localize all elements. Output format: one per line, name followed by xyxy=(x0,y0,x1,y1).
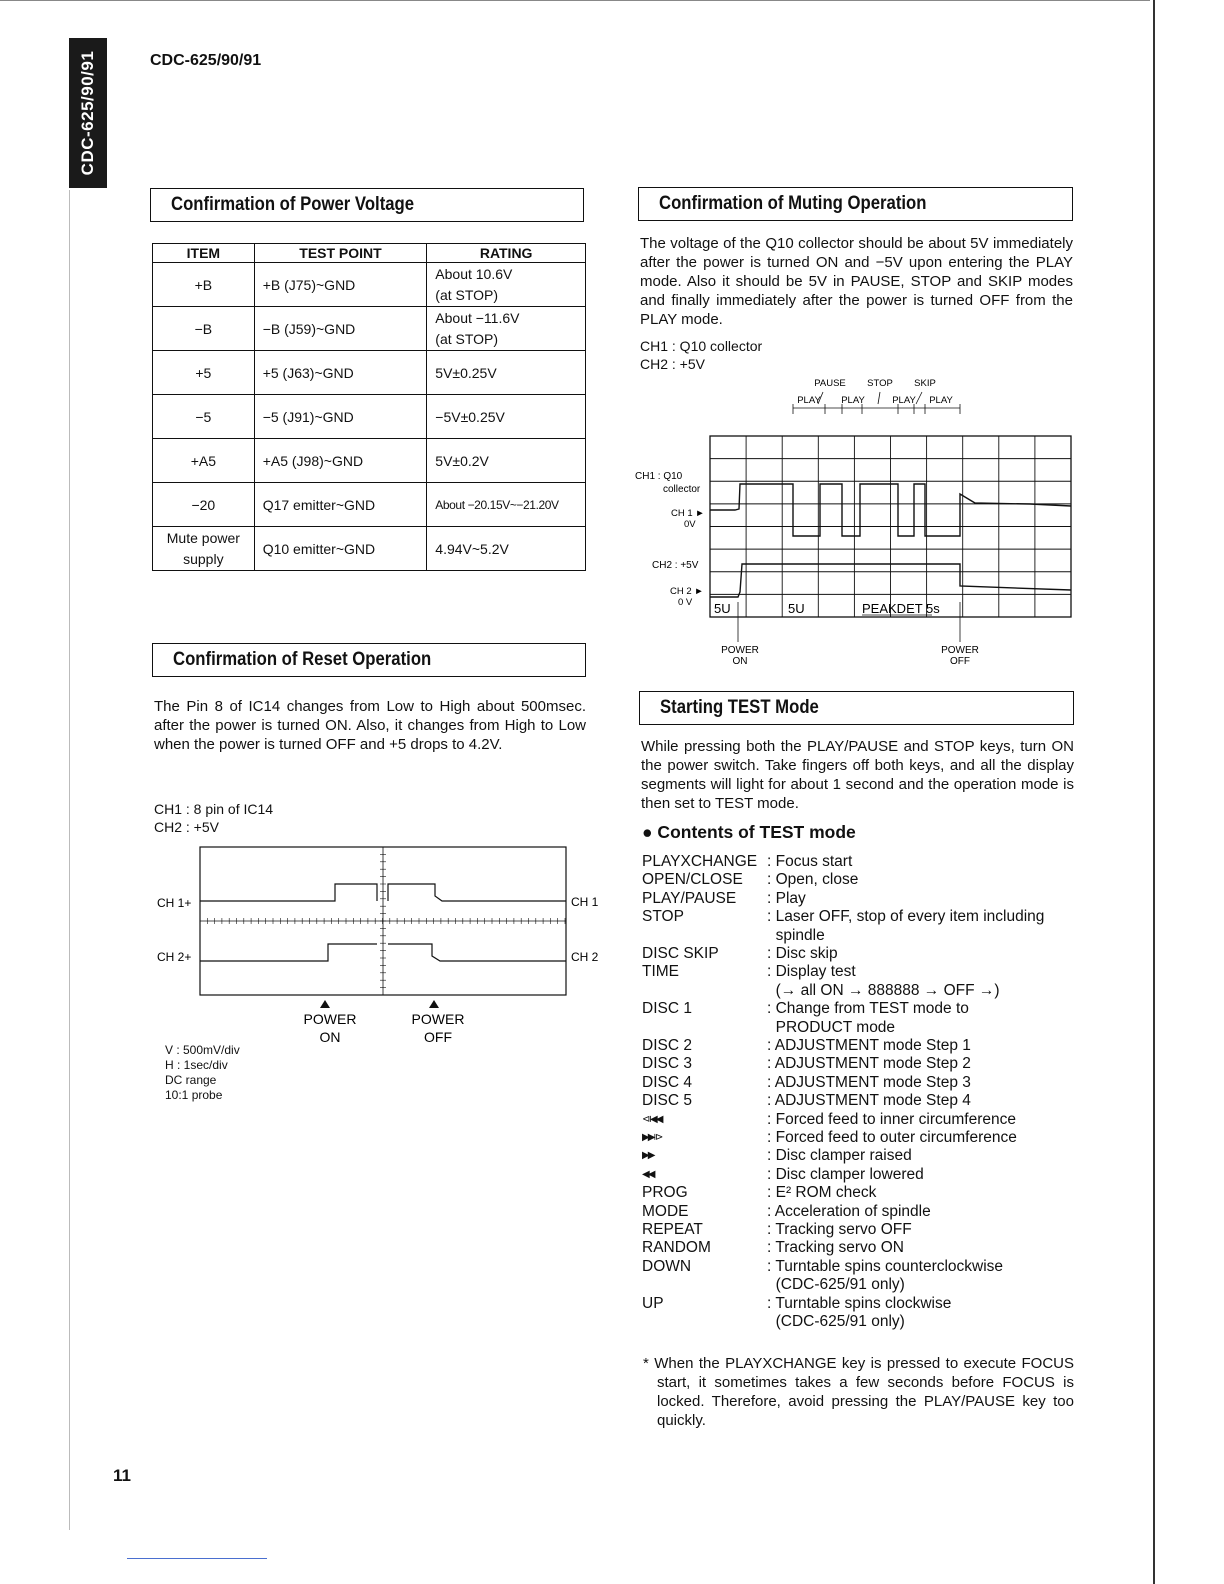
reset-power-on-label: POWER xyxy=(303,1011,357,1027)
test-mode-key: ▶▶ xyxy=(642,1150,654,1162)
mute-ch1-a: CH1 : Q10 xyxy=(635,471,683,482)
power-off-arrow-icon xyxy=(429,1000,439,1008)
list-item xyxy=(642,1313,1082,1331)
test-mode-desc: : Tracking servo ON xyxy=(767,1239,904,1257)
test-mode-desc: : Change from TEST mode to xyxy=(767,1000,969,1018)
muting-ch1-label: CH1 : Q10 collector xyxy=(640,338,763,354)
test-mode-key: DOWN xyxy=(642,1257,692,1275)
list-item xyxy=(642,1166,1082,1184)
list-item xyxy=(642,1129,1082,1147)
reset-power-off-label-2: OFF xyxy=(424,1029,452,1045)
test-mode-desc: : Forced feed to inner circumference xyxy=(767,1110,1016,1128)
reset-power-on-label-2: ON xyxy=(319,1029,341,1045)
readout-2: 5U xyxy=(788,601,805,616)
test-mode-desc: (CDC-625/91 only) xyxy=(767,1276,905,1294)
right-rule xyxy=(1153,0,1155,1584)
play-label-1: PLAY xyxy=(797,395,821,406)
mute-zero-v2: 0 V xyxy=(678,597,693,608)
list-item xyxy=(642,982,1082,1000)
readout-3: PEAKDET 5s xyxy=(862,601,940,616)
test-mode-note: * When the PLAYXCHANGE key is pressed to execute FOCUS start, it sometimes takes a few seconds before FOCUS is locked. Therefore, avoid pressing the PLAY/PAUSE key too quickly. xyxy=(643,1355,1074,1429)
test-mode-desc: : ADJUSTMENT mode Step 1 xyxy=(767,1037,971,1054)
test-mode-desc: (→ all ON → 888888 → OFF →) xyxy=(767,981,1000,999)
test-mode-desc: : E² ROM check xyxy=(767,1184,877,1202)
list-item xyxy=(642,908,1082,926)
reset-ch1-label: CH1 : 8 pin of IC14 xyxy=(154,801,274,817)
top-rule xyxy=(0,0,1150,1)
mute-power-off-label-2: OFF xyxy=(950,656,970,667)
mute-power-on-label: POWER xyxy=(721,645,759,656)
reset-ch1-left-label: CH 1+ xyxy=(157,896,192,910)
model-title: CDC-625/90/91 xyxy=(150,52,262,69)
test-mode-desc: spindle xyxy=(767,926,825,944)
reset-paragraph: The Pin 8 of IC14 changes from Low to High about 500msec. after the power is turned ON. Also, it changes from High to Low when the power is turned OFF and +5 drops to 4.2V. xyxy=(154,698,586,753)
test-mode-desc: : ADJUSTMENT mode Step 2 xyxy=(767,1055,971,1073)
test-mode-desc: : Display test xyxy=(767,963,856,981)
reset-ch1-right-label: CH 1 xyxy=(571,895,599,909)
list-item xyxy=(642,1000,1082,1018)
test-mode-desc: : Open, close xyxy=(767,871,859,889)
table-row: +B +B (J75)~GND About 10.6V (at STOP) xyxy=(153,263,586,307)
table-row: +A5 +A5 (J98)~GND 5V±0.2V xyxy=(153,439,586,483)
col-rating: RATING xyxy=(427,244,586,263)
pause-label: PAUSE xyxy=(814,378,846,389)
muting-ch2-label: CH2 : +5V xyxy=(640,356,705,372)
reset-scope-diagram xyxy=(150,840,620,1050)
side-tab-label: CDC-625/90/91 xyxy=(78,50,97,176)
stop-label: STOP xyxy=(867,378,893,389)
list-item xyxy=(642,1276,1082,1294)
mute-ch2-marker: CH 2 ► xyxy=(670,586,704,597)
test-mode-contents-title: ● Contents of TEST mode xyxy=(642,822,856,842)
test-mode-key: PLAY/PAUSE xyxy=(642,889,737,907)
table-row: +5 +5 (J63)~GND 5V±0.25V xyxy=(153,351,586,395)
test-mode-key: OPEN/CLOSE xyxy=(642,871,743,889)
list-item xyxy=(642,1295,1082,1313)
list-item xyxy=(642,1203,1082,1221)
test-mode-desc: PRODUCT mode xyxy=(767,1018,896,1036)
test-mode-desc: : Disc clamper raised xyxy=(767,1147,912,1165)
test-mode-desc: : Tracking servo OFF xyxy=(767,1221,912,1238)
readout-1: 5U xyxy=(714,601,731,616)
test-mode-key: DISC 2 xyxy=(642,1037,692,1054)
test-mode-key: PROG xyxy=(642,1184,688,1202)
test-mode-desc: (CDC-625/91 only) xyxy=(767,1313,905,1330)
list-item xyxy=(642,963,1082,981)
test-mode-desc: : Acceleration of spindle xyxy=(767,1202,931,1220)
test-mode-key: DISC SKIP xyxy=(642,945,719,962)
mute-ch1-b: collector xyxy=(663,484,701,495)
test-mode-desc: : ADJUSTMENT mode Step 3 xyxy=(767,1073,971,1091)
test-mode-desc: : Forced feed to outer circumference xyxy=(767,1129,1017,1146)
col-item: ITEM xyxy=(153,244,255,263)
reset-power-off-label: POWER xyxy=(411,1011,465,1027)
skip-label: SKIP xyxy=(914,378,936,389)
test-mode-key: DISC 3 xyxy=(642,1055,692,1073)
list-item xyxy=(642,1258,1082,1276)
test-mode-key: DISC 5 xyxy=(642,1092,692,1110)
play-label-2: PLAY xyxy=(841,395,865,406)
table-row: −B −B (J59)~GND About −11.6V (at STOP) xyxy=(153,307,586,351)
table-header-row xyxy=(153,244,586,263)
list-item xyxy=(642,1184,1082,1202)
side-tab xyxy=(69,38,107,188)
test-mode-key: DISC 1 xyxy=(642,1000,692,1018)
list-item xyxy=(642,890,1082,908)
list-item xyxy=(642,1147,1082,1165)
mute-ch1-marker: CH 1 ► xyxy=(671,508,705,519)
test-mode-desc: : Focus start xyxy=(767,853,853,870)
muting-header: Confirmation of Muting Operation xyxy=(638,187,1073,221)
test-mode-key: REPEAT xyxy=(642,1221,703,1238)
test-mode-key: PLAYXCHANGE xyxy=(642,853,758,870)
test-mode-desc: : Turntable spins counterclockwise xyxy=(767,1257,1004,1275)
test-mode-key: ◀◀ xyxy=(642,1168,654,1180)
list-item xyxy=(642,927,1082,945)
list-item xyxy=(642,871,1082,889)
play-label-3: PLAY xyxy=(892,395,916,406)
test-mode-key: UP xyxy=(642,1294,664,1312)
list-item xyxy=(642,1239,1082,1257)
bottom-link-line xyxy=(127,1558,267,1559)
reset-header: Confirmation of Reset Operation xyxy=(152,643,586,677)
left-rule xyxy=(69,190,70,1530)
test-mode-key: STOP xyxy=(642,908,684,926)
test-mode-desc: : Laser OFF, stop of every item including xyxy=(767,908,1045,926)
list-item xyxy=(642,1019,1082,1037)
test-mode-paragraph: While pressing both the PLAY/PAUSE and STOP keys, turn ON the power switch. Take fingers off both keys, and all the display segments will light for about 1 second and the operation mode is then set to TEST mode. xyxy=(641,738,1074,812)
col-test-point: TEST POINT xyxy=(254,244,427,263)
list-item xyxy=(642,1111,1082,1129)
test-mode-desc: : ADJUSTMENT mode Step 4 xyxy=(767,1092,971,1110)
page-number: 11 xyxy=(113,1466,131,1485)
muting-paragraph: The voltage of the Q10 collector should be about 5V immediately after the power is turned ON and −5V upon entering the PLAY mode. Also it should be 5V in PAUSE, STOP and SKIP modes and finally immediately after the power is turned OFF from the PLAY mode. xyxy=(640,235,1073,328)
power-voltage-table xyxy=(152,243,586,571)
power-on-arrow-icon xyxy=(320,1000,330,1008)
list-item xyxy=(642,1055,1082,1073)
list-item xyxy=(642,1037,1082,1055)
table-row: −5 −5 (J91)~GND −5V±0.25V xyxy=(153,395,586,439)
mute-power-off-label: POWER xyxy=(941,645,979,656)
reset-ch2-label: CH2 : +5V xyxy=(154,819,219,835)
reset-ch2-left-label: CH 2+ xyxy=(157,950,192,964)
list-item xyxy=(642,1074,1082,1092)
test-mode-key: ▶▶⧐ xyxy=(642,1132,662,1143)
list-item xyxy=(642,945,1082,963)
play-label-4: PLAY xyxy=(929,395,953,406)
test-mode-desc: : Play xyxy=(767,889,806,907)
test-mode-key: TIME xyxy=(642,963,680,981)
test-mode-key: ⧏◀◀ xyxy=(642,1113,662,1125)
mute-zero-v: 0V xyxy=(684,519,696,530)
list-item xyxy=(642,1221,1082,1239)
test-mode-desc: : Disc skip xyxy=(767,945,838,962)
mute-power-on-label-2: ON xyxy=(732,656,748,667)
list-item xyxy=(642,1092,1082,1110)
mute-ch2-a: CH2 : +5V xyxy=(652,560,699,571)
table-row: Mute power supply Q10 emitter~GND 4.94V~5.2V xyxy=(153,527,586,571)
test-mode-desc: : Disc clamper lowered xyxy=(767,1165,924,1183)
muting-scope-diagram xyxy=(630,372,1080,672)
list-item xyxy=(642,853,1082,871)
table-row: −20 Q17 emitter~GND About −20.15V~−21.20V xyxy=(153,483,586,527)
reset-ch2-right-label: CH 2 xyxy=(571,950,599,964)
test-mode-key: DISC 4 xyxy=(642,1073,692,1091)
test-mode-key: RANDOM xyxy=(642,1239,711,1257)
test-mode-header: Starting TEST Mode xyxy=(639,691,1074,725)
reset-scope-settings: V : 500mV/div H : 1sec/div DC range 10:1 probe xyxy=(165,1043,240,1102)
test-mode-key: MODE xyxy=(642,1202,689,1220)
power-voltage-header: Confirmation of Power Voltage xyxy=(150,188,584,222)
test-mode-desc: : Turntable spins clockwise xyxy=(767,1294,952,1312)
